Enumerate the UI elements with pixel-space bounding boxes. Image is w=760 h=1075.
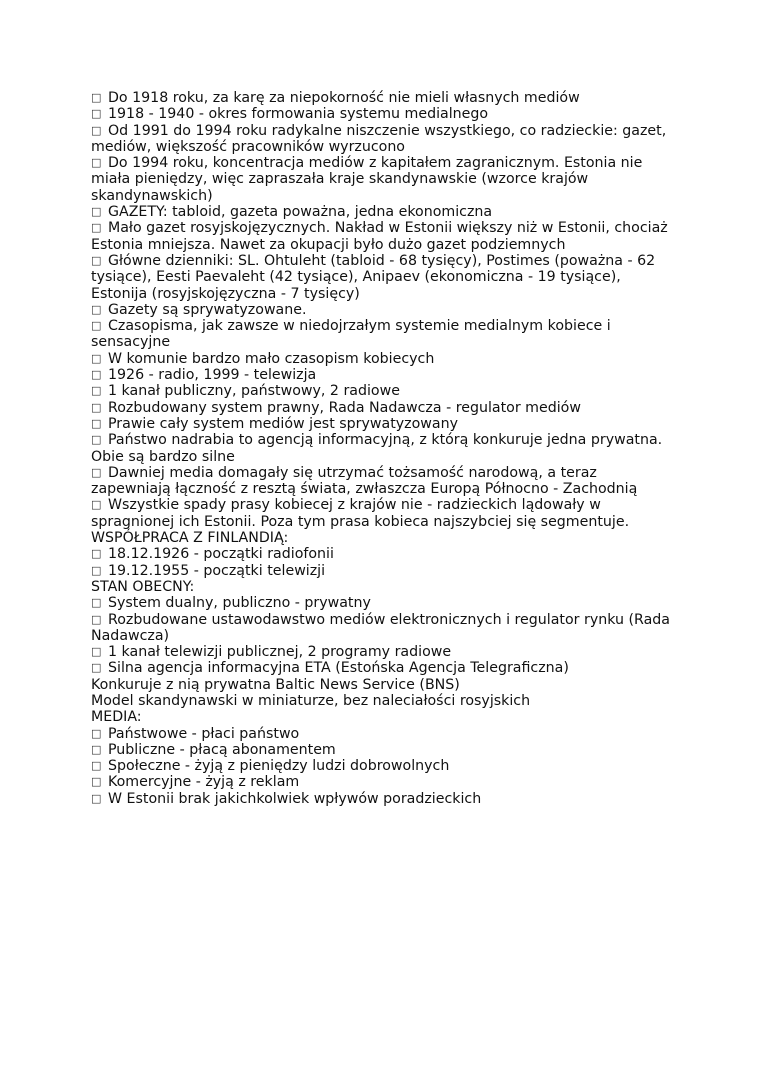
text-line: □ W Estonii brak jakichkolwiek wpływów poradzieckich — [91, 791, 681, 807]
document-page — [91, 90, 681, 807]
text-line: □ Publiczne - płacą abonamentem — [91, 742, 681, 758]
text-line: □ Mało gazet rosyjskojęzycznych. Nakład w Estonii większy niż w Estonii, chociaż Estonia mniejsza. Nawet za okupacji było dużo gazet podziemnych — [91, 220, 681, 253]
text-line: Model skandynawski w miniaturze, bez naleciałości rosyjskich — [91, 692, 531, 709]
text-line: Konkuruje z nią prywatna Baltic News Service (BNS) — [91, 676, 460, 693]
text-line: □ Państwo nadrabia to agencją informacyjną, z którą konkuruje jedna prywatna. Obie są bardzo silne — [91, 432, 681, 465]
text-line: □ Do 1918 roku, za karę za niepokorność nie mieli własnych mediów — [91, 90, 681, 106]
text-line: □ Państwowe - płaci państwo — [91, 726, 681, 742]
text-line: □ Prawie cały system mediów jest sprywatyzowany — [91, 416, 681, 432]
text-line: □ 1 kanał telewizji publicznej, 2 programy radiowe — [91, 644, 681, 660]
text-line: □ Gazety są sprywatyzowane. — [91, 302, 681, 318]
text-line: □ 19.12.1955 - początki telewizji — [91, 563, 681, 579]
text-line: □ Społeczne - żyją z pieniędzy ludzi dobrowolnych — [91, 758, 681, 774]
text-line: □ 18.12.1926 - początki radiofonii — [91, 546, 681, 562]
text-line: □ Główne dzienniki: SL. Ohtuleht (tabloid - 68 tysięcy), Postimes (poważna - 62 tysiące), Eesti Paevaleht (42 tysiące), Anipaev (ekonomiczna - 19 tysiące), Estonija (rosyjskojęzyczna - 7 tysięcy) — [91, 253, 681, 302]
text-line: □ 1 kanał publiczny, państwowy, 2 radiowe — [91, 383, 681, 399]
text-line: □ Od 1991 do 1994 roku radykalne niszczenie wszystkiego, co radzieckie: gazet, mediów, większość pracowników wyrzucono — [91, 123, 681, 156]
section-heading: MEDIA: — [91, 709, 142, 726]
text-line: □ Wszystkie spady prasy kobiecej z krajów nie - radzieckich lądowały w spragnionej ich Estonii. Poza tym prasa kobieca najszybciej się segmentuje. — [91, 497, 681, 530]
text-line: □ Czasopisma, jak zawsze w niedojrzałym systemie medialnym kobiece i sensacyjne — [91, 318, 681, 351]
text-line: □ Dawniej media domagały się utrzymać tożsamość narodową, a teraz zapewniają łączność z resztą świata, zwłaszcza Europą Północno - Zachodnią — [91, 465, 681, 498]
text-line: □ Silna agencja informacyjna ETA (Estońska Agencja Telegraficzna) — [91, 660, 681, 676]
text-line: □ Rozbudowany system prawny, Rada Nadawcza - regulator mediów — [91, 400, 681, 416]
text-line: □ GAZETY: tabloid, gazeta poważna, jedna ekonomiczna — [91, 204, 681, 220]
text-line: □ 1918 - 1940 - okres formowania systemu medialnego — [91, 106, 681, 122]
text-line: □ Komercyjne - żyją z reklam — [91, 774, 681, 790]
section-heading: STAN OBECNY: — [91, 578, 195, 595]
section-heading: WSPÓŁPRACA Z FINLANDIĄ: — [91, 530, 289, 547]
text-line: □ Do 1994 roku, koncentracja mediów z kapitałem zagranicznym. Estonia nie miała pieniędzy, więc zapraszała kraje skandynawskie (wzorce krajów skandynawskich) — [91, 155, 681, 204]
text-line: □ 1926 - radio, 1999 - telewizja — [91, 367, 681, 383]
text-line: □ System dualny, publiczno - prywatny — [91, 595, 681, 611]
text-line: □ Rozbudowane ustawodawstwo mediów elektronicznych i regulator rynku (Rada Nadawcza) — [91, 612, 681, 645]
text-line: □ W komunie bardzo mało czasopism kobiecych — [91, 351, 681, 367]
